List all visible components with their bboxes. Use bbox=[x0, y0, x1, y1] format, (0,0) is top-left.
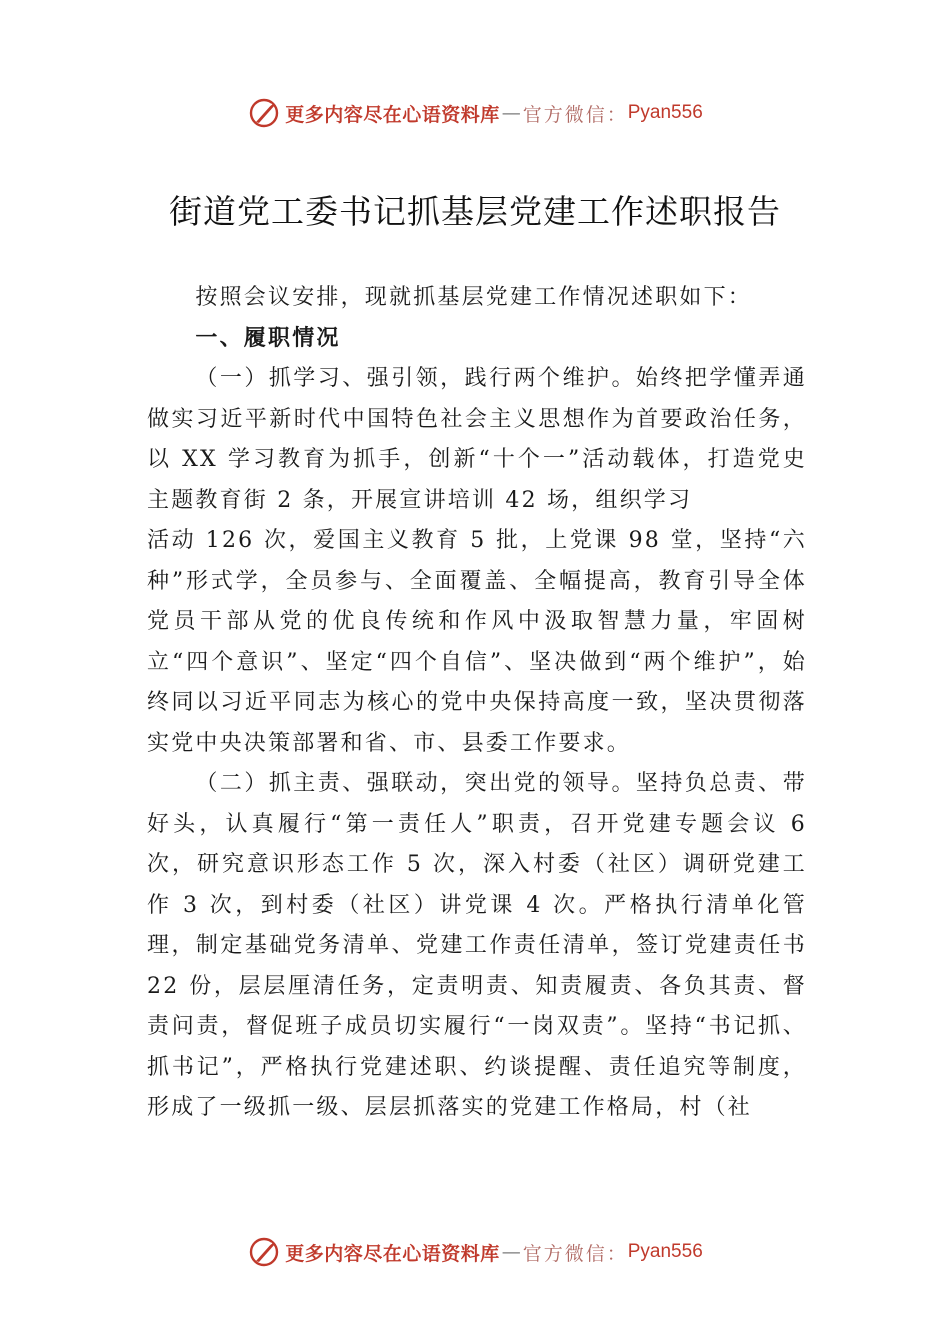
watermark-banner-top bbox=[0, 93, 950, 133]
watermark-wechat-label: 官方微信： bbox=[522, 103, 628, 126]
watermark-wechat-id: Pyan556 bbox=[627, 102, 703, 123]
quill-logo-icon bbox=[247, 1235, 281, 1269]
section-heading: 一、履职情况 bbox=[195, 325, 341, 351]
watermark-banner-bottom bbox=[0, 1232, 950, 1272]
paragraph-1-part-1: （一）抓学习、强引领，践行两个维护。始终把学懂弄通做实习近平新时代中国特色社会主义思想作为首要政治任务，以 XX 学习教育为抓手，创新“十个一”活动载体，打造党史主题教育街 2 条，开展宣讲培训 42 场，组织学习 bbox=[147, 366, 807, 513]
watermark-separator: — bbox=[501, 102, 521, 124]
watermark-wechat-label: 官方微信： bbox=[522, 1242, 628, 1265]
watermark-wechat-id: Pyan556 bbox=[627, 1241, 703, 1262]
watermark-separator: — bbox=[501, 1241, 521, 1263]
paragraph-2: （二）抓主责、强联动，突出党的领导。坚持负总责、带好头，认真履行“第一责任人”职责，召开党建专题会议 6 次，研究意识形态工作 5 次，深入村委（社区）调研党建工作 3 次，到村委（社区）讲党课 4 次。严格执行清单化管理，制定基础党务清单、党建工作责任清单，签订党建责任书 22 份，层层厘清任务，定责明责、知责履责、各负其责、督责问责，督促班子成员切实履行“一岗双责”。坚持“书记抓、抓书记”，严格执行党建述职、约谈提醒、责任追究等制度，形成了一级抓一级、层层抓落实的党建工作格局，村（社 bbox=[147, 771, 807, 1120]
watermark-brand: 更多内容尽在心语资料库 bbox=[285, 1242, 500, 1265]
intro-paragraph: 按照会议安排，现就抓基层党建工作情况述职如下： bbox=[195, 285, 752, 310]
paragraph-1-part-2: 活动 126 次，爱国主义教育 5 批，上党课 98 堂，坚持“六种”形式学，全员参与、全面覆盖、全幅提高，教育引导全体党员干部从党的优良传统和作风中汲取智慧力量，牢固树立“四个意识”、坚定“四个自信”、坚决做到“两个维护”，始终同以习近平同志为核心的党中央保持高度一致，坚决贯彻落实党中央决策部署和省、市、县委工作要求。 bbox=[147, 528, 807, 756]
watermark-brand: 更多内容尽在心语资料库 bbox=[285, 103, 500, 126]
document-body bbox=[147, 278, 807, 1129]
quill-logo-icon bbox=[247, 96, 281, 130]
document-title: 街道党工委书记抓基层党建工作述职报告 bbox=[169, 192, 781, 231]
